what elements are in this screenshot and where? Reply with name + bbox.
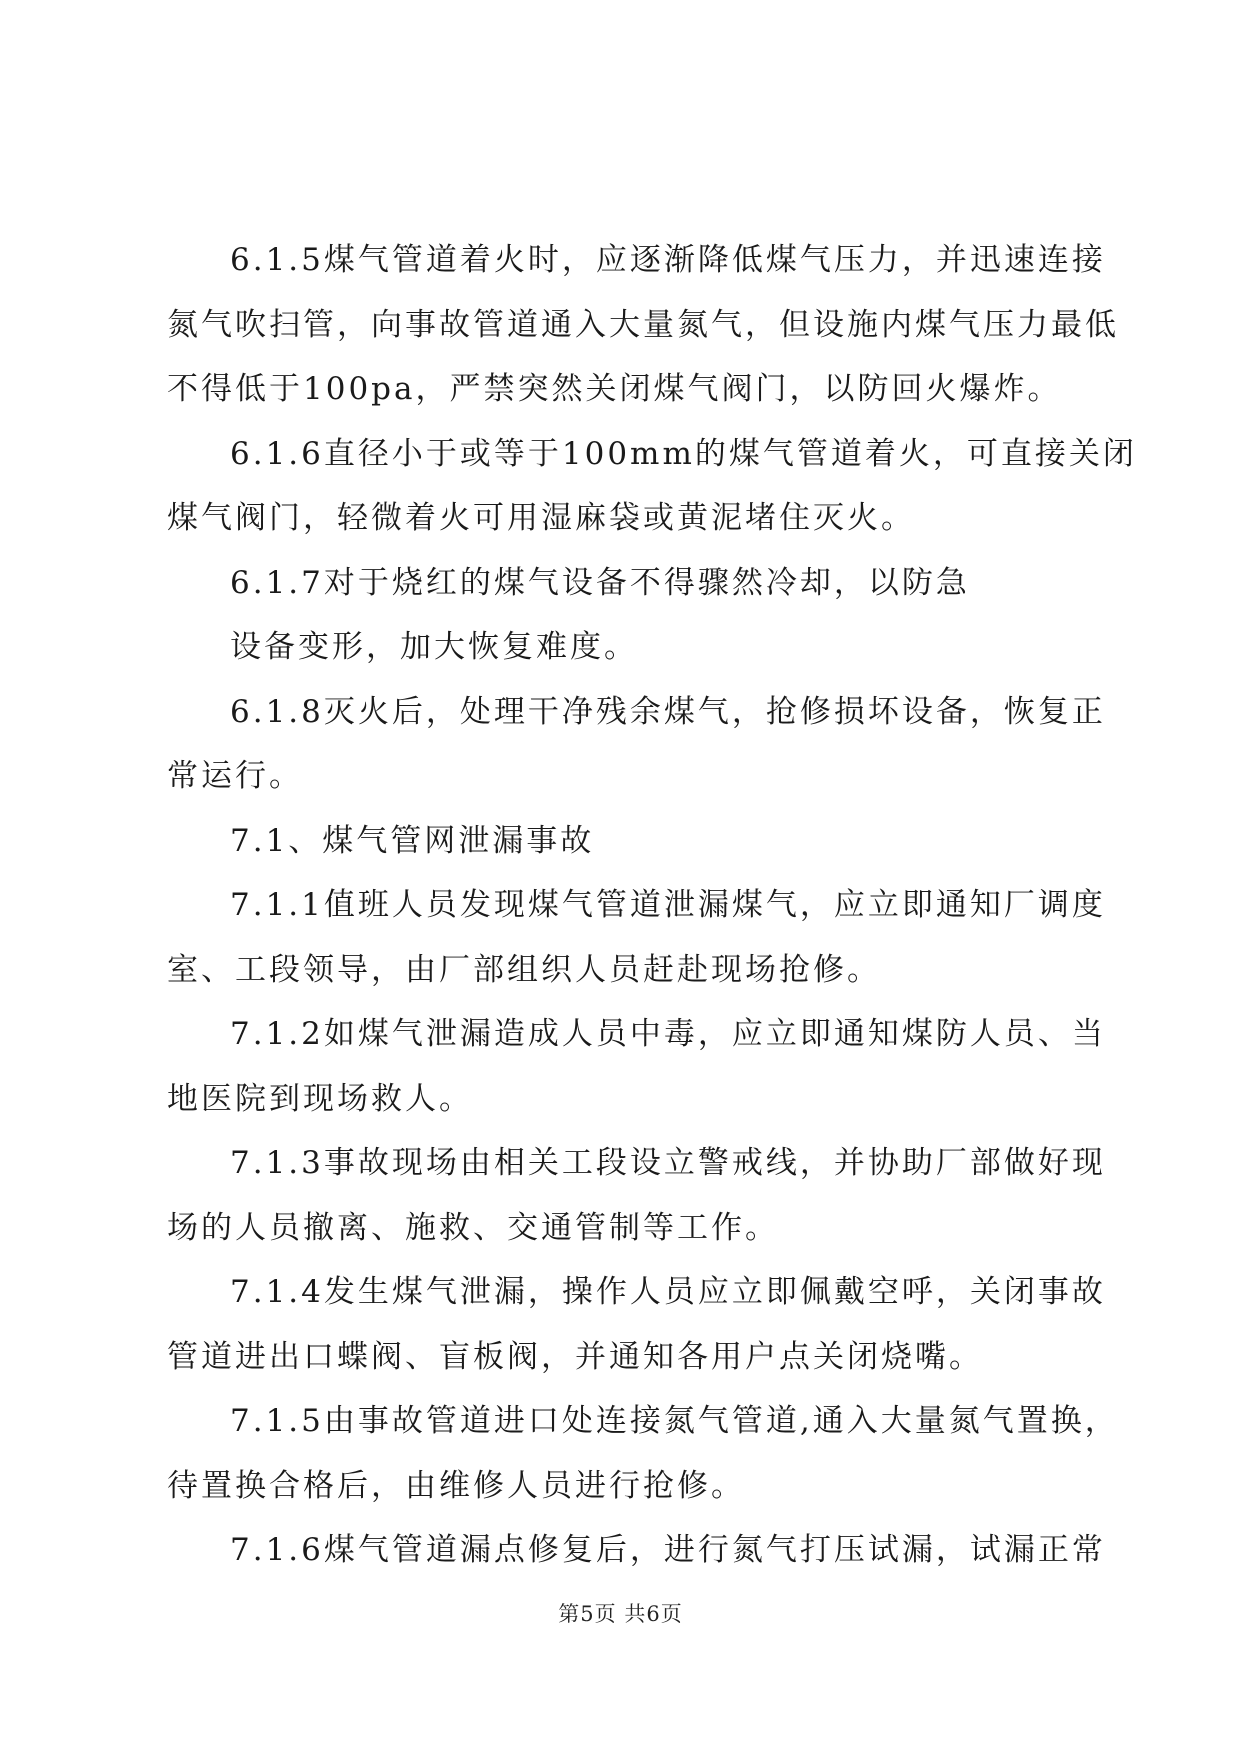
text-line: 待置换合格后，由维修人员进行抢修。 (167, 1467, 745, 1504)
text-line: 常运行。 (167, 758, 303, 794)
text-line: 6.1.5煤气管道着火时，应逐渐降低煤气压力，并迅速连接 (230, 242, 1106, 278)
text-line: 6.1.6直径小于或等于100mm的煤气管道着火，可直接关闭 (230, 435, 1137, 472)
text-line: 7.1、煤气管网泄漏事故 (230, 822, 595, 859)
text-line: 室、工段领导，由厂部组织人员赶赴现场抢修。 (167, 951, 881, 988)
text-line: 地医院到现场救人。 (167, 1080, 473, 1117)
text-line: 7.1.2如煤气泄漏造成人员中毒，应立即通知煤防人员、当 (230, 1016, 1106, 1052)
text-line: 7.1.1值班人员发现煤气管道泄漏煤气，应立即通知厂调度 (230, 887, 1106, 923)
text-line: 7.1.5由事故管道进口处连接氮气管道,通入大量氮气置换， (230, 1403, 1119, 1439)
text-line: 7.1.4发生煤气泄漏，操作人员应立即佩戴空呼，关闭事故 (230, 1274, 1106, 1310)
text-line: 煤气阀门，轻微着火可用湿麻袋或黄泥堵住灭火。 (167, 500, 915, 536)
text-line: 7.1.3事故现场由相关工段设立警戒线，并协助厂部做好现 (230, 1145, 1106, 1181)
text-line: 场的人员撤离、施救、交通管制等工作。 (167, 1209, 779, 1246)
text-line: 设备变形，加大恢复难度。 (230, 629, 638, 665)
text-line: 6.1.8灭火后，处理干净残余煤气，抢修损坏设备，恢复正 (230, 693, 1106, 730)
text-line: 氮气吹扫管，向事故管道通入大量氮气，但设施内煤气压力最低 (167, 306, 1119, 343)
document-body (167, 228, 1137, 1583)
text-line: 6.1.7对于烧红的煤气设备不得骤然冷却，以防急 (230, 564, 970, 601)
text-line: 7.1.6煤气管道漏点修复后，进行氮气打压试漏，试漏正常 (230, 1532, 1106, 1568)
text-line: 不得低于100pa，严禁突然关闭煤气阀门，以防回火爆炸。 (167, 371, 1062, 407)
text-line: 管道进出口蝶阀、盲板阀，并通知各用户点关闭烧嘴。 (167, 1338, 983, 1375)
page-footer: 第5页 共6页 (558, 1602, 683, 1626)
